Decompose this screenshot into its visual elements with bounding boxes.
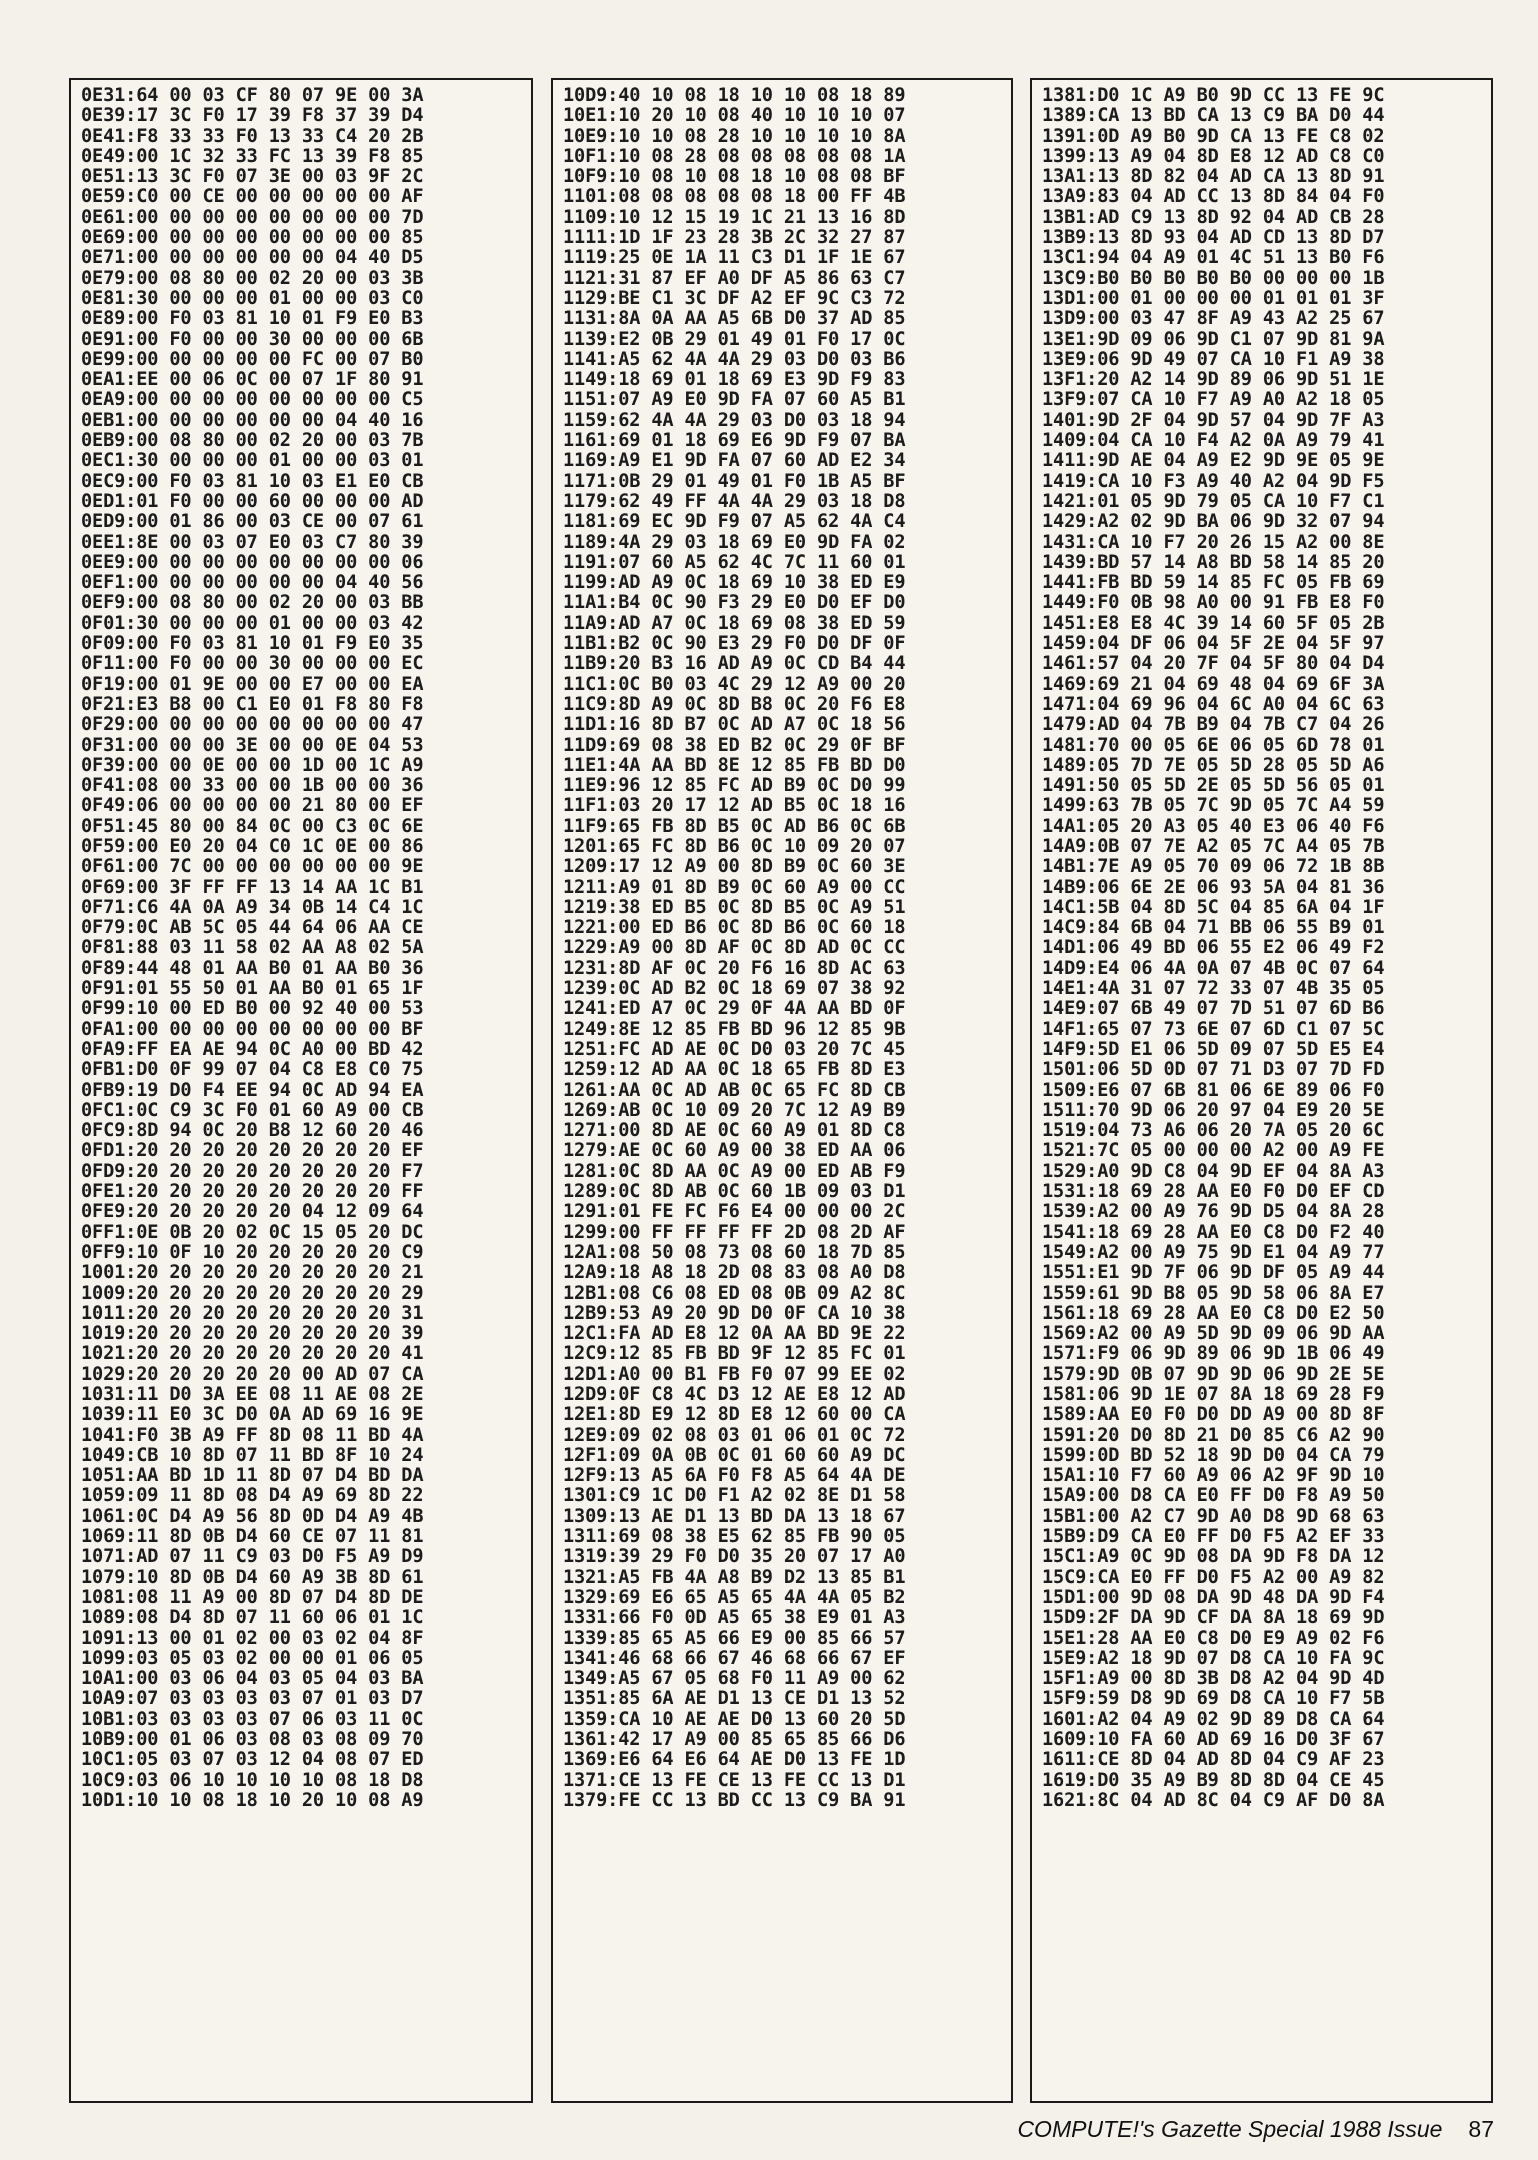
listing-line: 0E31:64 00 03 CF 80 07 9E 00 3A (81, 85, 424, 106)
listing-line: 1599:0D BD 52 18 9D D0 04 CA 79 (1042, 1444, 1385, 1466)
listing-line: 1611:CE 8D 04 AD 8D 04 C9 AF 23 (1042, 1749, 1385, 1771)
listing-line: 1469:69 21 04 69 48 04 69 6F 3A (1042, 673, 1385, 695)
listing-line: 14B9:06 6E 2E 06 93 5A 04 81 36 (1042, 876, 1385, 898)
listing-line: 0F51:45 80 00 84 0C 00 C3 0C 6E (81, 815, 424, 837)
listing-line: 0FE1:20 20 20 20 20 20 20 20 FF (81, 1181, 424, 1203)
listing-line: 0EB1:00 00 00 00 00 00 04 40 16 (81, 409, 424, 431)
listing-line: 1341:46 68 66 67 46 68 66 67 EF (563, 1647, 906, 1669)
listing-line: 1161:69 01 18 69 E6 9D F9 07 BA (563, 430, 906, 452)
listing-line: 10F9:10 08 10 08 18 10 08 08 BF (563, 166, 906, 188)
listing-line: 15C1:A9 0C 9D 08 DA 9D F8 DA 12 (1042, 1546, 1385, 1568)
listing-line: 13F9:07 CA 10 F7 A9 A0 A2 18 05 (1042, 389, 1385, 411)
listing-line: 10B9:00 01 06 03 08 03 08 09 70 (81, 1729, 424, 1751)
listing-line: 1001:20 20 20 20 20 20 20 20 21 (81, 1262, 424, 1284)
listing-line: 0FE9:20 20 20 20 20 04 12 09 64 (81, 1201, 424, 1223)
listing-line: 1269:AB 0C 10 09 20 7C 12 A9 B9 (563, 1099, 906, 1121)
listing-line: 10D9:40 10 08 18 10 10 08 18 89 (563, 85, 906, 106)
listing-line: 1581:06 9D 1E 07 8A 18 69 28 F9 (1042, 1384, 1385, 1405)
listing-line: 1259:12 AD AA 0C 18 65 FB 8D E3 (563, 1059, 906, 1081)
listing-line: 1411:9D AE 04 A9 E2 9D 9E 05 9E (1042, 450, 1385, 472)
listing-line: 11A9:AD A7 0C 18 69 08 38 ED 59 (563, 612, 906, 634)
listing-line: 1381:D0 1C A9 B0 9D CC 13 FE 9C (1042, 85, 1385, 106)
listing-line: 1501:06 5D 0D 07 71 D3 07 7D FD (1042, 1059, 1385, 1081)
listing-line: 0EF9:00 08 80 00 02 20 00 03 BB (81, 592, 424, 614)
listing-line: 0F61:00 7C 00 00 00 00 00 00 9E (81, 856, 424, 878)
listing-line: 1291:01 FE FC F6 E4 00 00 00 2C (563, 1201, 906, 1223)
listing-line: 14E1:4A 31 07 72 33 07 4B 35 05 (1042, 978, 1385, 1000)
listing-line: 11A1:B4 0C 90 F3 29 E0 D0 EF D0 (563, 592, 906, 614)
listing-line: 14B1:7E A9 05 70 09 06 72 1B 8B (1042, 856, 1385, 878)
listing-line: 0F11:00 F0 00 00 30 00 00 00 EC (81, 653, 424, 675)
listing-line: 0F09:00 F0 03 81 10 01 F9 E0 35 (81, 633, 424, 655)
listing-line: 11E9:96 12 85 FC AD B9 0C D0 99 (563, 775, 906, 797)
listing-line: 1011:20 20 20 20 20 20 20 20 31 (81, 1302, 424, 1324)
listing-line: 12C1:FA AD E8 12 0A AA BD 9E 22 (563, 1323, 906, 1345)
listing-line: 10C9:03 06 10 10 10 10 08 18 D8 (81, 1769, 424, 1791)
listing-line: 0F81:88 03 11 58 02 AA A8 02 5A (81, 937, 424, 959)
listing-line: 1561:18 69 28 AA E0 C8 D0 E2 50 (1042, 1302, 1385, 1324)
listing-line: 1179:62 49 FF 4A 4A 29 03 18 D8 (563, 490, 906, 512)
listing-line: 1219:38 ED B5 0C 8D B5 0C A9 51 (563, 896, 906, 918)
listing-line: 10B1:03 03 03 03 07 06 03 11 0C (81, 1708, 424, 1730)
listing-line: 11B1:B2 0C 90 E3 29 F0 D0 DF 0F (563, 633, 906, 655)
listing-line: 0FD1:20 20 20 20 20 20 20 20 EF (81, 1140, 424, 1162)
listing-line: 1531:18 69 28 AA E0 F0 D0 EF CD (1042, 1181, 1385, 1203)
listing-line: 15E9:A2 18 9D 07 D8 CA 10 FA 9C (1042, 1647, 1385, 1669)
listing-line: 0EF1:00 00 00 00 00 00 04 40 56 (81, 572, 424, 594)
listing-line: 0E99:00 00 00 00 00 FC 00 07 B0 (81, 348, 424, 370)
listing-line: 1509:E6 07 6B 81 06 6E 89 06 F0 (1042, 1079, 1385, 1101)
listing-line: 1439:BD 57 14 A8 BD 58 14 85 20 (1042, 551, 1385, 573)
listing-line: 12D9:0F C8 4C D3 12 AE E8 12 AD (563, 1384, 906, 1405)
listing-line: 1209:17 12 A9 00 8D B9 0C 60 3E (563, 856, 906, 878)
listing-line: 1321:A5 FB 4A A8 B9 D2 13 85 B1 (563, 1566, 906, 1588)
listing-line: 1121:31 87 EF A0 DF A5 86 63 C7 (563, 267, 906, 289)
listing-line: 1211:A9 01 8D B9 0C 60 A9 00 CC (563, 876, 906, 898)
listing-line: 1569:A2 00 A9 5D 9D 09 06 9D AA (1042, 1323, 1385, 1345)
listing-line: 12A9:18 A8 18 2D 08 83 08 A0 D8 (563, 1262, 906, 1284)
listing-line: 1159:62 4A 4A 29 03 D0 03 18 94 (563, 409, 906, 431)
listing-line: 0E79:00 08 80 00 02 20 00 03 3B (81, 267, 424, 289)
listing-line: 1621:8C 04 AD 8C 04 C9 AF D0 8A (1042, 1789, 1385, 1811)
listing-line: 1371:CE 13 FE CE 13 FE CC 13 D1 (563, 1769, 906, 1791)
listing-line: 0ED9:00 01 86 00 03 CE 00 07 61 (81, 511, 424, 533)
listing-column-2 (551, 78, 1013, 2103)
listing-line: 14F1:65 07 73 6E 07 6D C1 07 5C (1042, 1018, 1385, 1040)
listing-line: 15E1:28 AA E0 C8 D0 E9 A9 02 F6 (1042, 1627, 1385, 1649)
listing-line: 1071:AD 07 11 C9 03 D0 F5 A9 D9 (81, 1546, 424, 1568)
listing-line: 0F29:00 00 00 00 00 00 00 00 47 (81, 714, 424, 736)
listing-line: 1019:20 20 20 20 20 20 20 20 39 (81, 1323, 424, 1345)
listing-line: 11C9:8D A9 0C 8D B8 0C 20 F6 E8 (563, 693, 906, 715)
listing-line: 0F01:30 00 00 00 01 00 00 03 42 (81, 612, 424, 634)
listing-line: 15C9:CA E0 FF D0 F5 A2 00 A9 82 (1042, 1566, 1385, 1588)
listing-line: 1279:AE 0C 60 A9 00 38 ED AA 06 (563, 1140, 906, 1162)
listing-line: 14C1:5B 04 8D 5C 04 85 6A 04 1F (1042, 896, 1385, 918)
listing-column-3 (1030, 78, 1493, 2103)
listing-line: 13D1:00 01 00 00 00 01 01 01 3F (1042, 287, 1385, 309)
listing-line: 0FA1:00 00 00 00 00 00 00 00 BF (81, 1018, 424, 1040)
listing-line: 1109:10 12 15 19 1C 21 13 16 8D (563, 206, 906, 228)
listing-line: 11F9:65 FB 8D B5 0C AD B6 0C 6B (563, 815, 906, 837)
listing-line: 11B9:20 B3 16 AD A9 0C CD B4 44 (563, 653, 906, 675)
listing-line: 1329:69 E6 65 A5 65 4A 4A 05 B2 (563, 1586, 906, 1608)
listing-line: 13E9:06 9D 49 07 CA 10 F1 A9 38 (1042, 348, 1385, 370)
listing-line: 1051:AA BD 1D 11 8D 07 D4 BD DA (81, 1465, 424, 1487)
listing-line: 0F41:08 00 33 00 00 1B 00 00 36 (81, 775, 424, 797)
listing-line: 12D1:A0 00 B1 FB F0 07 99 EE 02 (563, 1363, 906, 1385)
listing-line: 10A1:00 03 06 04 03 05 04 03 BA (81, 1668, 424, 1690)
listing-line: 1251:FC AD AE 0C D0 03 20 7C 45 (563, 1038, 906, 1060)
listing-line: 0FD9:20 20 20 20 20 20 20 20 F7 (81, 1160, 424, 1182)
page-number: 87 (1468, 2116, 1494, 2142)
listing-line: 1459:04 DF 06 04 5F 2E 04 5F 97 (1042, 633, 1385, 655)
listing-line: 0F79:0C AB 5C 05 44 64 06 AA CE (81, 917, 424, 939)
listing-line: 0FB1:D0 0F 99 07 04 C8 E8 C0 75 (81, 1059, 424, 1081)
listing-line: 14A1:05 20 A3 05 40 E3 06 40 F6 (1042, 815, 1385, 837)
listing-line: 1401:9D 2F 04 9D 57 04 9D 7F A3 (1042, 409, 1385, 431)
listing-line: 1441:FB BD 59 14 85 FC 05 FB 69 (1042, 572, 1385, 594)
listing-line: 1229:A9 00 8D AF 0C 8D AD 0C CC (563, 937, 906, 959)
listing-line: 13B1:AD C9 13 8D 92 04 AD CB 28 (1042, 206, 1385, 228)
listing-line: 1241:ED A7 0C 29 0F 4A AA BD 0F (563, 998, 906, 1020)
listing-line: 1399:13 A9 04 8D E8 12 AD C8 C0 (1042, 145, 1385, 167)
listing-line: 1369:E6 64 E6 64 AE D0 13 FE 1D (563, 1749, 906, 1771)
listing-line: 0F71:C6 4A 0A A9 34 0B 14 C4 1C (81, 896, 424, 918)
listing-line: 1281:0C 8D AA 0C A9 00 ED AB F9 (563, 1160, 906, 1182)
listing-line: 1491:50 05 5D 2E 05 5D 56 05 01 (1042, 775, 1385, 797)
listing-line: 1169:A9 E1 9D FA 07 60 AD E2 34 (563, 450, 906, 472)
listing-line: 1231:8D AF 0C 20 F6 16 8D AC 63 (563, 957, 906, 979)
listing-line: 15D1:00 9D 08 DA 9D 48 DA 9D F4 (1042, 1586, 1385, 1608)
listing-line: 1429:A2 02 9D BA 06 9D 32 07 94 (1042, 511, 1385, 533)
listing-line: 0EA1:EE 00 06 0C 00 07 1F 80 91 (81, 369, 424, 391)
listing-line: 0E39:17 3C F0 17 39 F8 37 39 D4 (81, 105, 424, 127)
listing-line: 1551:E1 9D 7F 06 9D DF 05 A9 44 (1042, 1262, 1385, 1284)
listing-line: 1591:20 D0 8D 21 D0 85 C6 A2 90 (1042, 1424, 1385, 1446)
column-lines (553, 80, 1011, 1811)
listing-line: 0E41:F8 33 33 F0 13 33 C4 20 2B (81, 125, 424, 147)
listing-line: 10E9:10 10 08 28 10 10 10 10 8A (563, 125, 906, 147)
listing-line: 0FF1:0E 0B 20 02 0C 15 05 20 DC (81, 1221, 424, 1243)
listing-line: 0E61:00 00 00 00 00 00 00 00 7D (81, 206, 424, 228)
listing-line: 0F91:01 55 50 01 AA B0 01 65 1F (81, 978, 424, 1000)
listing-line: 12F9:13 A5 6A F0 F8 A5 64 4A DE (563, 1465, 906, 1487)
listing-line: 14C9:84 6B 04 71 BB 06 55 B9 01 (1042, 917, 1385, 939)
listing-line: 1101:08 08 08 08 08 18 00 FF 4B (563, 186, 906, 208)
listing-line: 0E69:00 00 00 00 00 00 00 00 85 (81, 227, 424, 249)
listing-line: 1239:0C AD B2 0C 18 69 07 38 92 (563, 978, 906, 1000)
listing-line: 11D9:69 08 38 ED B2 0C 29 0F BF (563, 734, 906, 756)
listing-line: 13A1:13 8D 82 04 AD CA 13 8D 91 (1042, 166, 1385, 188)
listing-line: 11F1:03 20 17 12 AD B5 0C 18 16 (563, 795, 906, 817)
listing-line: 1091:13 00 01 02 00 03 02 04 8F (81, 1627, 424, 1649)
listing-line: 1331:66 F0 0D A5 65 38 E9 01 A3 (563, 1607, 906, 1629)
listing-line: 1041:F0 3B A9 FF 8D 08 11 BD 4A (81, 1424, 424, 1446)
listing-line: 0F21:E3 B8 00 C1 E0 01 F8 80 F8 (81, 693, 424, 715)
listing-line: 13F1:20 A2 14 9D 89 06 9D 51 1E (1042, 369, 1385, 391)
listing-line: 1111:1D 1F 23 28 3B 2C 32 27 87 (563, 227, 906, 249)
listing-line: 15A1:10 F7 60 A9 06 A2 9F 9D 10 (1042, 1465, 1385, 1487)
listing-line: 1579:9D 0B 07 9D 9D 06 9D 2E 5E (1042, 1363, 1385, 1385)
listing-line: 1301:C9 1C D0 F1 A2 02 8E D1 58 (563, 1485, 906, 1507)
listing-line: 13D9:00 03 47 8F A9 43 A2 25 67 (1042, 308, 1385, 330)
listing-line: 1419:CA 10 F3 A9 40 A2 04 9D F5 (1042, 470, 1385, 492)
listing-line: 15A9:00 D8 CA E0 FF D0 F8 A9 50 (1042, 1485, 1385, 1507)
listing-line: 14D9:E4 06 4A 0A 07 4B 0C 07 64 (1042, 957, 1385, 979)
listing-line: 0EC1:30 00 00 00 01 00 00 03 01 (81, 450, 424, 472)
listing-line: 0EB9:00 08 80 00 02 20 00 03 7B (81, 430, 424, 452)
listing-line: 10C1:05 03 07 03 12 04 08 07 ED (81, 1749, 424, 1771)
listing-line: 1249:8E 12 85 FB BD 96 12 85 9B (563, 1018, 906, 1040)
listing-line: 12B9:53 A9 20 9D D0 0F CA 10 38 (563, 1302, 906, 1324)
listing-line: 0ED1:01 F0 00 00 60 00 00 00 AD (81, 490, 424, 512)
listing-line: 12E9:09 02 08 03 01 06 01 0C 72 (563, 1424, 906, 1446)
listing-line: 0F99:10 00 ED B0 00 92 40 00 53 (81, 998, 424, 1020)
listing-line: 10E1:10 20 10 08 40 10 10 10 07 (563, 105, 906, 127)
listing-line: 0F59:00 E0 20 04 C0 1C 0E 00 86 (81, 835, 424, 857)
listing-line: 1451:E8 E8 4C 39 14 60 5F 05 2B (1042, 612, 1385, 634)
listing-line: 1151:07 A9 E0 9D FA 07 60 A5 B1 (563, 389, 906, 411)
listing-line: 0FA9:FF EA AE 94 0C A0 00 BD 42 (81, 1038, 424, 1060)
listing-line: 1181:69 EC 9D F9 07 A5 62 4A C4 (563, 511, 906, 533)
listing-line: 1171:0B 29 01 49 01 F0 1B A5 BF (563, 470, 906, 492)
listing-line: 1089:08 D4 8D 07 11 60 06 01 1C (81, 1607, 424, 1629)
listing-line: 1481:70 00 05 6E 06 05 6D 78 01 (1042, 734, 1385, 756)
listing-line: 1351:85 6A AE D1 13 CE D1 13 52 (563, 1688, 906, 1710)
listing-line: 1271:00 8D AE 0C 60 A9 01 8D C8 (563, 1120, 906, 1142)
listing-line: 1129:BE C1 3C DF A2 EF 9C C3 72 (563, 287, 906, 309)
listing-line: 1311:69 08 38 E5 62 85 FB 90 05 (563, 1526, 906, 1548)
listing-line: 0E89:00 F0 03 81 10 01 F9 E0 B3 (81, 308, 424, 330)
listing-line: 1431:CA 10 F7 20 26 15 A2 00 8E (1042, 531, 1385, 553)
listing-line: 1421:01 05 9D 79 05 CA 10 F7 C1 (1042, 490, 1385, 512)
listing-line: 0E71:00 00 00 00 00 00 04 40 D5 (81, 247, 424, 269)
listing-line: 1529:A0 9D C8 04 9D EF 04 8A A3 (1042, 1160, 1385, 1182)
listing-line: 15F1:A9 00 8D 3B D8 A2 04 9D 4D (1042, 1668, 1385, 1690)
listing-line: 1221:00 ED B6 0C 8D B6 0C 60 18 (563, 917, 906, 939)
listing-line: 1309:13 AE D1 13 BD DA 13 18 67 (563, 1505, 906, 1527)
listing-line: 0EC9:00 F0 03 81 10 03 E1 E0 CB (81, 470, 424, 492)
listing-line: 1189:4A 29 03 18 69 E0 9D FA 02 (563, 531, 906, 553)
listing-line: 1541:18 69 28 AA E0 C8 D0 F2 40 (1042, 1221, 1385, 1243)
listing-line: 12A1:08 50 08 73 08 60 18 7D 85 (563, 1241, 906, 1263)
listing-line: 1099:03 05 03 02 00 00 01 06 05 (81, 1647, 424, 1669)
listing-line: 0F49:06 00 00 00 00 21 80 00 EF (81, 795, 424, 817)
listing-line: 1359:CA 10 AE AE D0 13 60 20 5D (563, 1708, 906, 1730)
listing-line: 1571:F9 06 9D 89 06 9D 1B 06 49 (1042, 1343, 1385, 1365)
listing-line: 1339:85 65 A5 66 E9 00 85 66 57 (563, 1627, 906, 1649)
listing-line: 0E51:13 3C F0 07 3E 00 03 9F 2C (81, 166, 424, 188)
listing-line: 0EA9:00 00 00 00 00 00 00 00 C5 (81, 389, 424, 411)
listing-line: 1479:AD 04 7B B9 04 7B C7 04 26 (1042, 714, 1385, 736)
listing-line: 14F9:5D E1 06 5D 09 07 5D E5 E4 (1042, 1038, 1385, 1060)
listing-line: 15D9:2F DA 9D CF DA 8A 18 69 9D (1042, 1607, 1385, 1629)
listing-line: 1021:20 20 20 20 20 20 20 20 41 (81, 1343, 424, 1365)
listing-line: 13E1:9D 09 06 9D C1 07 9D 81 9A (1042, 328, 1385, 350)
listing-line: 1059:09 11 8D 08 D4 A9 69 8D 22 (81, 1485, 424, 1507)
listing-line: 1589:AA E0 F0 D0 DD A9 00 8D 8F (1042, 1404, 1385, 1426)
listing-line: 1609:10 FA 60 AD 69 16 D0 3F 67 (1042, 1729, 1385, 1751)
listing-line: 1149:18 69 01 18 69 E3 9D F9 83 (563, 369, 906, 391)
listing-line: 1081:08 11 A9 00 8D 07 D4 8D DE (81, 1586, 424, 1608)
listing-line: 10D1:10 10 08 18 10 20 10 08 A9 (81, 1789, 424, 1811)
listing-line: 1141:A5 62 4A 4A 29 03 D0 03 B6 (563, 348, 906, 370)
listing-line: 1201:65 FC 8D B6 0C 10 09 20 07 (563, 835, 906, 857)
listing-line: 0E59:C0 00 CE 00 00 00 00 00 AF (81, 186, 424, 208)
listing-line: 1261:AA 0C AD AB 0C 65 FC 8D CB (563, 1079, 906, 1101)
listing-line: 1391:0D A9 B0 9D CA 13 FE C8 02 (1042, 125, 1385, 147)
listing-line: 1079:10 8D 0B D4 60 A9 3B 8D 61 (81, 1566, 424, 1588)
listing-line: 13C1:94 04 A9 01 4C 51 13 B0 F6 (1042, 247, 1385, 269)
column-lines (71, 80, 531, 1811)
listing-line: 0FC9:8D 94 0C 20 B8 12 60 20 46 (81, 1120, 424, 1142)
listing-line: 0F69:00 3F FF FF 13 14 AA 1C B1 (81, 876, 424, 898)
column-lines (1032, 80, 1491, 1811)
listing-line: 1009:20 20 20 20 20 20 20 20 29 (81, 1282, 424, 1304)
listing-line: 14E9:07 6B 49 07 7D 51 07 6D B6 (1042, 998, 1385, 1020)
listing-line: 1031:11 D0 3A EE 08 11 AE 08 2E (81, 1384, 424, 1405)
listing-line: 15F9:59 D8 9D 69 D8 CA 10 F7 5B (1042, 1688, 1385, 1710)
listing-line: 1511:70 9D 06 20 97 04 E9 20 5E (1042, 1099, 1385, 1121)
listing-line: 1119:25 0E 1A 11 C3 D1 1F 1E 67 (563, 247, 906, 269)
listing-line: 1389:CA 13 BD CA 13 C9 BA D0 44 (1042, 105, 1385, 127)
listing-line: 1471:04 69 96 04 6C A0 04 6C 63 (1042, 693, 1385, 715)
listing-line: 1409:04 CA 10 F4 A2 0A A9 79 41 (1042, 430, 1385, 452)
listing-line: 0F31:00 00 00 3E 00 00 0E 04 53 (81, 734, 424, 756)
listing-line: 10F1:10 08 28 08 08 08 08 08 1A (563, 145, 906, 167)
listing-line: 1069:11 8D 0B D4 60 CE 07 11 81 (81, 1526, 424, 1548)
listing-line: 1601:A2 04 A9 02 9D 89 D8 CA 64 (1042, 1708, 1385, 1730)
listing-line: 1061:0C D4 A9 56 8D 0D D4 A9 4B (81, 1505, 424, 1527)
listing-line: 1299:00 FF FF FF FF 2D 08 2D AF (563, 1221, 906, 1243)
listing-line: 1539:A2 00 A9 76 9D D5 04 8A 28 (1042, 1201, 1385, 1223)
listing-line: 1319:39 29 F0 D0 35 20 07 17 A0 (563, 1546, 906, 1568)
listing-line: 11C1:0C B0 03 4C 29 12 A9 00 20 (563, 673, 906, 695)
listing-line: 15B9:D9 CA E0 FF D0 F5 A2 EF 33 (1042, 1526, 1385, 1548)
listing-line: 1519:04 73 A6 06 20 7A 05 20 6C (1042, 1120, 1385, 1142)
listing-line: 1199:AD A9 0C 18 69 10 38 ED E9 (563, 572, 906, 594)
listing-line: 1619:D0 35 A9 B9 8D 8D 04 CE 45 (1042, 1769, 1385, 1791)
listing-line: 1449:F0 0B 98 A0 00 91 FB E8 F0 (1042, 592, 1385, 614)
listing-line: 12B1:08 C6 08 ED 08 0B 09 A2 8C (563, 1282, 906, 1304)
listing-line: 1029:20 20 20 20 20 00 AD 07 CA (81, 1363, 424, 1385)
page-footer (1017, 2116, 1494, 2143)
listing-line: 12C9:12 85 FB BD 9F 12 85 FC 01 (563, 1343, 906, 1365)
listing-line: 1191:07 60 A5 62 4C 7C 11 60 01 (563, 551, 906, 573)
publication-name: COMPUTE!'s Gazette Special 1988 Issue (1017, 2116, 1443, 2142)
listing-line: 1549:A2 00 A9 75 9D E1 04 A9 77 (1042, 1241, 1385, 1263)
listing-line: 1379:FE CC 13 BD CC 13 C9 BA 91 (563, 1789, 906, 1811)
listing-line: 1521:7C 05 00 00 00 A2 00 A9 FE (1042, 1140, 1385, 1162)
listing-line: 1461:57 04 20 7F 04 5F 80 04 D4 (1042, 653, 1385, 675)
listing-line: 1559:61 9D B8 05 9D 58 06 8A E7 (1042, 1282, 1385, 1304)
listing-line: 1289:0C 8D AB 0C 60 1B 09 03 D1 (563, 1181, 906, 1203)
listing-line: 14A9:0B 07 7E A2 05 7C A4 05 7B (1042, 835, 1385, 857)
listing-line: 0EE9:00 00 00 00 00 00 00 00 06 (81, 551, 424, 573)
listing-line: 0E49:00 1C 32 33 FC 13 39 F8 85 (81, 145, 424, 167)
listing-line: 11E1:4A AA BD 8E 12 85 FB BD D0 (563, 754, 906, 776)
listing-column-1 (69, 78, 533, 2103)
listing-line: 0FB9:19 D0 F4 EE 94 0C AD 94 EA (81, 1079, 424, 1101)
listing-line: 0F89:44 48 01 AA B0 01 AA B0 36 (81, 957, 424, 979)
listing-line: 12F1:09 0A 0B 0C 01 60 60 A9 DC (563, 1444, 906, 1466)
listing-line: 1349:A5 67 05 68 F0 11 A9 00 62 (563, 1668, 906, 1690)
listing-line: 12E1:8D E9 12 8D E8 12 60 00 CA (563, 1404, 906, 1426)
listing-line: 1131:8A 0A AA A5 6B D0 37 AD 85 (563, 308, 906, 330)
listing-line: 14D1:06 49 BD 06 55 E2 06 49 F2 (1042, 937, 1385, 959)
listing-line: 13B9:13 8D 93 04 AD CD 13 8D D7 (1042, 227, 1385, 249)
listing-line: 0EE1:8E 00 03 07 E0 03 C7 80 39 (81, 531, 424, 553)
listing-line: 1499:63 7B 05 7C 9D 05 7C A4 59 (1042, 795, 1385, 817)
listing-line: 1049:CB 10 8D 07 11 BD 8F 10 24 (81, 1444, 424, 1466)
listing-line: 10A9:07 03 03 03 03 07 01 03 D7 (81, 1688, 424, 1710)
listing-line: 1139:E2 0B 29 01 49 01 F0 17 0C (563, 328, 906, 350)
listing-line: 15B1:00 A2 C7 9D A0 D8 9D 68 63 (1042, 1505, 1385, 1527)
listing-line: 13C9:B0 B0 B0 B0 B0 00 00 00 1B (1042, 267, 1385, 289)
listing-line: 1361:42 17 A9 00 85 65 85 66 D6 (563, 1729, 906, 1751)
listing-line: 0F39:00 00 0E 00 00 1D 00 1C A9 (81, 754, 424, 776)
listing-line: 0E91:00 F0 00 00 30 00 00 00 6B (81, 328, 424, 350)
listing-line: 13A9:83 04 AD CC 13 8D 84 04 F0 (1042, 186, 1385, 208)
listing-line: 11D1:16 8D B7 0C AD A7 0C 18 56 (563, 714, 906, 736)
listing-line: 1039:11 E0 3C D0 0A AD 69 16 9E (81, 1404, 424, 1426)
listing-line: 0F19:00 01 9E 00 00 E7 00 00 EA (81, 673, 424, 695)
listing-line: 0FF9:10 0F 10 20 20 20 20 20 C9 (81, 1241, 424, 1263)
listing-line: 0FC1:0C C9 3C F0 01 60 A9 00 CB (81, 1099, 424, 1121)
listing-line: 1489:05 7D 7E 05 5D 28 05 5D A6 (1042, 754, 1385, 776)
listing-line: 0E81:30 00 00 00 01 00 00 03 C0 (81, 287, 424, 309)
